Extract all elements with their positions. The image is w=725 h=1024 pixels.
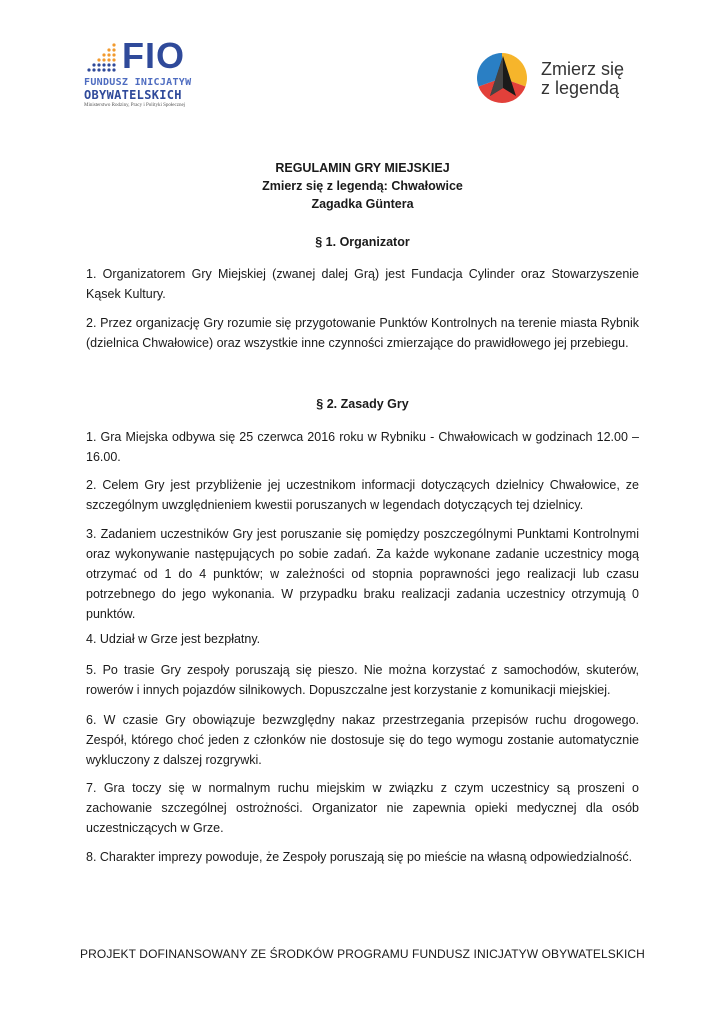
document-subtitle: Zmierz się z legendą: Chwałowice	[262, 179, 463, 193]
compass-triangle-icon	[476, 52, 528, 104]
section-heading-rules: § 2. Zasady Gry	[316, 397, 409, 411]
document-title: REGULAMIN GRY MIEJSKIEJ	[275, 161, 450, 175]
fio-subtitle-line2: OBYWATELSKICH	[84, 88, 182, 102]
paragraph: 2. Przez organizację Gry rozumie się przygotowanie Punktów Kontrolnych na terenie miasta Rybnik (dzielnica Chwałowice) oraz wszystkie inne czynności zmierzające do prawidłowego jej przebiegu.	[86, 316, 639, 350]
paragraph: 8. Charakter imprezy powoduje, że Zespoły poruszają się po mieście na własną odpowiedzialność.	[86, 850, 633, 864]
page-footer: PROJEKT DOFINANSOWANY ZE ŚRODKÓW PROGRAMU FUNDUSZ INICJATYW OBYWATELSKICH	[80, 947, 645, 961]
fio-subtitle-line1: FUNDUSZ INICJATYW	[84, 77, 192, 88]
paragraph: 1. Organizatorem Gry Miejskiej (zwanej dalej Grą) jest Fundacja Cylinder oraz Stowarzyszenie Kąsek Kultury.	[86, 267, 639, 301]
partner-logo-text	[541, 60, 624, 98]
paragraph: 7. Gra toczy się w normalnym ruchu miejskim w związku z czym uczestnicy są proszeni o zachowanie szczególnej ostrożności. Organizator nie zapewnia opieki medycznej dla osób uczestniczących w Grze.	[86, 781, 639, 835]
fio-logo	[84, 35, 214, 112]
partner-logo-line1: Zmierz się	[541, 59, 625, 79]
paragraph: 4. Udział w Grze jest bezpłatny.	[86, 632, 261, 646]
section-heading-organizer: § 1. Organizator	[315, 235, 410, 249]
partner-logo-line2: z legendą	[541, 78, 620, 98]
fio-ministry-line: Ministerstwo Rodziny, Pracy i Polityki Społecznej	[84, 103, 186, 108]
fio-dots-icon	[84, 42, 120, 72]
fio-wordmark: FIO	[122, 35, 185, 76]
paragraph: 5. Po trasie Gry zespoły poruszają się pieszo. Nie można korzystać z samochodów, skuterów, rowerów i innych pojazdów silnikowych. Dopuszczalne jest korzystanie z komunikacji miejskiej.	[86, 663, 639, 697]
title-block	[0, 159, 725, 213]
zmierz-sie-z-legenda-logo	[476, 52, 636, 108]
paragraph: 3. Zadaniem uczestników Gry jest poruszanie się pomiędzy poszczególnymi Punktami Kontrolnymi oraz wykonywanie następujących po sobie zadań. Za każde wykonane zadanie uczestnicy mogą otrzymać od 1 do 4 punktów; w zależności od stopnia poprawności jego realizacji lub czasu potrzebnego do jego wykonania. W przypadku braku realizacji zadania uczestnicy otrzymują 0 punktów.	[86, 527, 639, 621]
paragraph: 6. W czasie Gry obowiązuje bezwzględny nakaz przestrzegania przepisów ruchu drogowego. Zespół, którego choć jeden z członków nie dostosuje się do tego wymogu zostanie automatycznie wykluczony z dalszej rozgrywki.	[86, 713, 639, 767]
paragraph: 1. Gra Miejska odbywa się 25 czerwca 2016 roku w Rybniku - Chwałowicach w godzinach 12.00 – 16.00.	[86, 430, 639, 464]
document-subtitle-2: Zagadka Güntera	[311, 197, 414, 211]
paragraph: 2. Celem Gry jest przybliżenie jej uczestnikom informacji dotyczących dzielnicy Chwałowice, ze szczególnym uwzględnieniem kwestii poruszanych w legendach dotyczących tej dzielnicy.	[86, 478, 639, 512]
